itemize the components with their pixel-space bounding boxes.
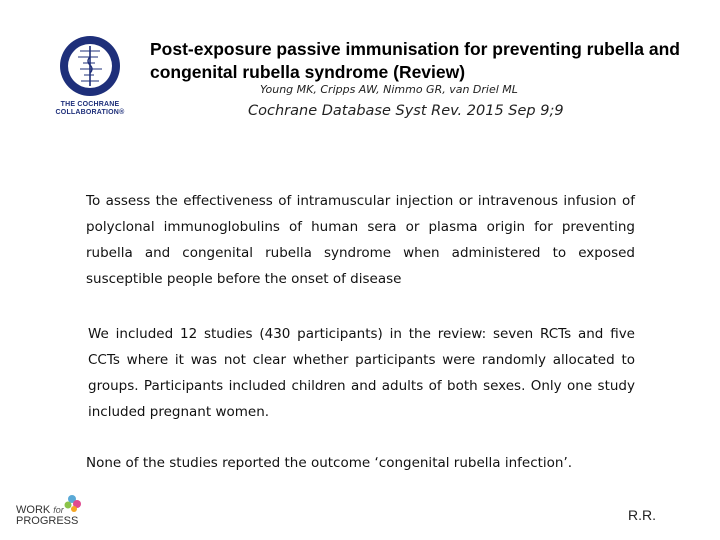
- citation: Cochrane Database Syst Rev. 2015 Sep 9;9: [248, 103, 564, 119]
- outcome-paragraph: None of the studies reported the outcome ‘congenital rubella infection’.: [86, 455, 573, 471]
- objective-paragraph: To assess the effectiveness of intramuscular injection or intravenous infusion of polyclonal immunoglobulins of human sera or plasma origin for preventing rubella and congenital rubella syndrome when administered to exposed susceptible people before the onset of disease: [86, 193, 635, 287]
- cochrane-logo: [50, 33, 130, 123]
- wfp-progress: PROGRESS: [16, 515, 79, 527]
- work-for-progress-logo: [14, 493, 84, 538]
- cochrane-logo-icon: [50, 33, 130, 101]
- wfp-for: for: [53, 505, 64, 515]
- signature: R.R.: [628, 507, 656, 523]
- authors: Young MK, Cripps AW, Nimmo GR, van Driel ML: [260, 83, 518, 96]
- wfp-work: WORK: [16, 504, 51, 516]
- page-title: Post-exposure passive immunisation for preventing rubella and congenital rubella syndrome (Review): [150, 39, 680, 82]
- cochrane-logo-text: THE COCHRANE COLLABORATION®: [55, 101, 125, 116]
- studies-paragraph: We included 12 studies (430 participants) in the review: seven RCTs and five CCTs where it was not clear whether participants were randomly allocated to groups. Participants included children and adults of both sexes. Only one study included pregnant women.: [88, 326, 635, 420]
